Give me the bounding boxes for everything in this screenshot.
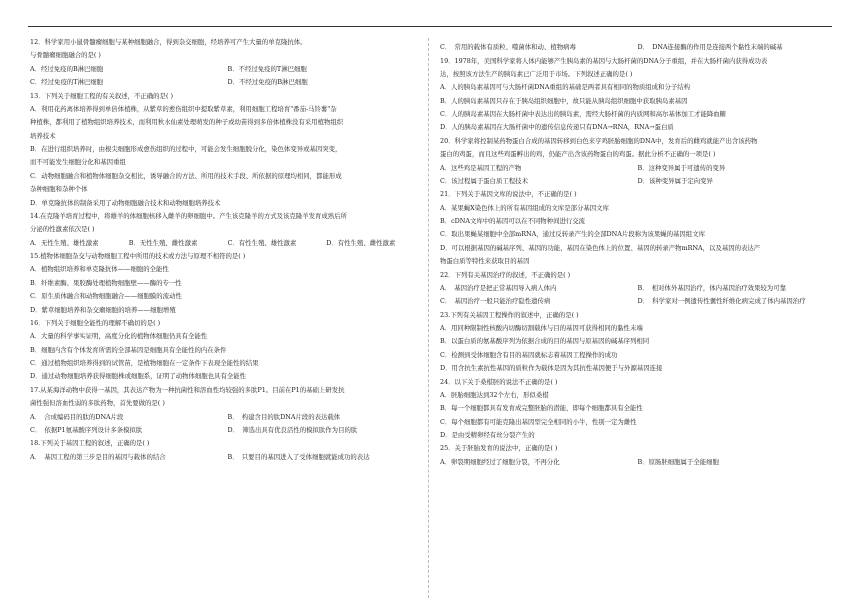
answer-option: B． 构建含目的肽DNA片段的表达载体 — [227, 412, 341, 421]
answer-options-row — [440, 164, 835, 172]
question-text-line: A．胚胎细胞达到32个左右，形似桑椹 — [440, 390, 549, 399]
answer-option: A．这些鸡是基因工程的产物 — [440, 163, 522, 172]
question-text-line: 与骨髓瘤细胞融合的是( ) — [30, 51, 101, 60]
answer-options-row — [30, 78, 425, 86]
answer-option: B．无性生殖、雌性激素 — [128, 238, 198, 247]
answer-option: C． 常用的载体有质粒、噬菌体和动、植物病毒 — [440, 43, 576, 52]
answer-option: D． 筛选出具有优良活性的模拟肽作为目的肽 — [227, 425, 358, 434]
question-text-line: B．每一个细胞都具有发育成完整胚胎的潜能，即每个细胞都具有全能性 — [440, 404, 643, 413]
answer-options-row — [440, 458, 835, 466]
question-text-line: C．人的胰岛素基因在大肠杆菌中表达出的胰岛素，需经大肠杆菌的内质网和高尔基体加工才能降血糖 — [440, 110, 727, 119]
question-text-line: C．动物细胞融合和植物体细胞杂交相比，诱导融合的方法、所用的技术手段、所依据的原理均相同，都能形成 — [30, 171, 342, 180]
answer-option: C． 依据P1氨基酸序列设计多条模拟肽 — [30, 425, 143, 434]
question-text-line: D．紫草细胞培养和杂交瘤细胞的培养——细胞增殖 — [30, 305, 176, 314]
answer-option: B． 相对体外基因治疗，体内基因治疗效果较为可靠 — [637, 283, 786, 292]
answer-option: C．经过免疫的T淋巴细胞 — [30, 78, 104, 87]
answer-options-row — [440, 297, 835, 305]
answer-option: D．有性生殖、雌性激素 — [326, 238, 396, 247]
question-text-line: C．通过植物组织培养得到的试管苗，是植物细胞在一定条件下表现全能性的结果 — [30, 359, 259, 367]
question-stem: 21．下列关于基因文库的说法中，不正确的是( ) — [440, 190, 577, 199]
question-text-line: B．以蛋白质的氨基酸序列为依据合成的目的基因与原基因的碱基序列相同 — [440, 337, 650, 346]
answer-option: A． 合成编码目的肽的DNA片段 — [30, 412, 124, 421]
answer-option: D． 科学家对一例遗传性囊性纤维化病完成了体内基因治疗 — [637, 297, 806, 306]
answer-option: C．有性生殖、雄性激素 — [227, 238, 297, 247]
question-text-line: D．用含抗生素抗性基因的质粒作为载体是因为其抗性基因便于与外源基因连接 — [440, 364, 663, 373]
answer-option: D．不经过免疫的B淋巴细胞 — [227, 78, 308, 87]
answer-option: B． 只要目的基因进入了受体细胞就能成功的表达 — [227, 452, 370, 461]
question-text-line: 蛋白的鸡蛋，而且这些鸡蛋孵出的鸡，仍能产出含该药物蛋白的鸡蛋。据此分析不正确的一项是( ) — [440, 150, 716, 159]
question-text-line: D．通过动物细胞培养获得细胞株或细胞系，证明了动物体细胞也具有全能性 — [30, 372, 247, 381]
answer-options-row — [30, 65, 425, 73]
question-text-line: B．在进行组织培养时，由根尖细胞形成愈伤组织的过程中，可能会发生细胞脱分化，染色体变异或基因突变， — [30, 145, 342, 153]
question-stem: 20．科学家将控制某药物蛋白合成的基因转移到白色来亨鸡胚胎细胞的DNA中，发育后的雌鸡就能产出含该药物 — [440, 136, 758, 145]
question-stem: 24．以下关于桑椹胚的说法不正确的是( ) — [440, 377, 558, 386]
question-text-line: 达，按照该方法生产的胰岛素已广泛用于市场。下列叙述正确的是( ) — [440, 69, 633, 78]
answer-option: A．卵裂期细胞经过了细胞分裂，不再分化 — [440, 457, 560, 466]
question-stem: 16．下列关于细胞全能性的理解不确切的是( ) — [30, 318, 161, 327]
answer-option: B．原肠胚细胞属于全能细胞 — [637, 457, 719, 466]
answer-options-row — [440, 284, 835, 292]
question-stem: 19．1978年，美国科学家将人体内能够产生胰岛素的基因与大肠杆菌的DNA分子重组，并在大肠杆菌内获得成功表 — [440, 56, 768, 65]
answer-options-row — [30, 413, 425, 421]
answer-options-row — [30, 239, 425, 247]
answer-option: A． 基因工程的第三步是目的基因与载体的结合 — [30, 452, 166, 461]
question-stem: 13．下列关于细胞工程的有关叙述，不正确的是( ) — [30, 91, 173, 100]
question-text-line: 杂种细胞和杂种个体 — [30, 185, 88, 194]
question-text-line: A．大量的科学事实证明，高度分化的植物体细胞仍具有全能性 — [30, 332, 208, 341]
question-stem: 22．下列有关基因治疗的叙述，不正确的是( ) — [440, 270, 571, 279]
question-stem: 18.下列关于基因工程的叙述，正确的是( ) — [30, 439, 150, 448]
answer-option: A．经过免疫的B淋巴细胞 — [30, 64, 104, 73]
answer-option: B．这种变异属于可遗传的变异 — [637, 163, 726, 172]
question-stem: 14.在克隆羊培育过程中，将雄羊的体细胞核移入雌羊的卵细胞中。产生该克隆羊的方式及该克隆羊发育成熟后所 — [30, 211, 347, 220]
question-stem: 12．科学家用小鼠骨髓瘤细胞与某种细胞融合，得到杂交细胞，经培养可产生大量的单克隆抗体。 — [30, 38, 307, 46]
answer-option: C．该过程属于蛋白质工程技术 — [440, 176, 528, 185]
question-text-line: D．人的胰岛素基因在大肠杆菌中的遗传信息传递只有DNA→RNA，RNA→蛋白质 — [440, 123, 674, 132]
question-text-line: 而不可能发生细胞分化和基因重组 — [30, 158, 126, 167]
answer-options-row — [30, 453, 425, 461]
column-divider — [428, 38, 429, 598]
question-text-line: A．用同种限制性核酸内切酶切割载体与目的基因可获得相同的黏性末端 — [440, 324, 643, 333]
answer-option: C． 基因治疗一般只能治疗隐性遗传病 — [440, 297, 551, 306]
question-text-line: A．人的胰岛素基因可与大肠杆菌DNA重组的基础是两者具有相同的物质组成和分子结构 — [440, 83, 691, 92]
question-text-line: B．人的胰岛素基因只存在于胰岛组织细胞中，故只能从胰岛组织细胞中获取胰岛素基因 — [440, 96, 688, 105]
question-text-line: C．每个细胞都有可能克隆出基因型完全相同的小牛，性别一定为雌性 — [440, 417, 637, 426]
question-text-line: A．植物组织培养和单克隆抗体——细胞的全能性 — [30, 265, 169, 274]
question-text-line: D．是由受精卵经有丝分裂产生的 — [440, 431, 535, 440]
answer-option: D．该种变异属于定向变异 — [637, 176, 713, 185]
question-column-left — [30, 38, 425, 461]
answer-option: D． DNA连接酶的作用是连接两个黏性末端的碱基 — [637, 43, 783, 52]
question-text-line: D．可以根据基因的碱基序列、基因的功能、基因在染色体上的位置、基因的转录产物mRNA，以及基因的表达产 — [440, 243, 761, 252]
question-stem: 25．关于胚胎发育的说法中，正确的是( ) — [440, 444, 558, 453]
question-text-line: B．细胞内含有个体发育所需的全部基因是细胞具有全能性的内在条件 — [30, 345, 227, 354]
question-stem: 15.植物体细胞杂交与动物细胞工程中所用的技术或方法与原理不相符的是( ) — [30, 252, 246, 260]
question-text-line: 物蛋白质等特性来获取目的基因 — [440, 257, 530, 266]
question-text-line: 培养技术 — [30, 131, 56, 140]
answer-option: A．无性生殖、雄性激素 — [30, 238, 99, 247]
answer-option: A． 基因治疗是把正常基因导入病人体内 — [440, 283, 557, 292]
question-text-line: C．取出果蝇某细胞中全部mRNA，通过反转录产生的全部DNA片段称为该果蝇的基因组文库 — [440, 230, 705, 239]
question-text-line: A．利用花药离体培养得到单倍体植株，从紫草的愈伤组织中提取紫草素，利用细胞工程培育"番茄-马铃薯"杂 — [30, 104, 337, 113]
answer-options-row — [440, 177, 835, 185]
question-text-line: 种植株，都利用了植物组织培养技术，而利用秋水仙素处理萌发的种子或幼苗得到多倍体植株没有采用植物组织 — [30, 118, 344, 127]
question-column-right — [440, 38, 835, 466]
answer-options-row — [30, 426, 425, 434]
question-stem: 23.下列有关基因工程操作的叙述中，正确的是( ) — [440, 310, 579, 319]
answer-options-row — [440, 43, 835, 51]
question-stem: 17.从某海洋动物中获得一基因，其表达产物为一种抗菌性和溶血性均较强的多肽P1。目前在P1的基础上研发抗 — [30, 385, 345, 394]
question-text-line: B．纤维素酶、果胶酶处理植物细胞壁——酶的专一性 — [30, 278, 182, 287]
question-text-line: D．单克隆抗体的制备采用了动物细胞融合技术和动物细胞培养技术 — [30, 198, 221, 207]
header-rule — [28, 26, 832, 27]
question-text-line: 分泌的性激素依次是( ) — [30, 225, 95, 234]
answer-option: B．不经过免疫的T淋巴细胞 — [227, 64, 307, 73]
question-text-line: C．原生质体融合和动物细胞融合——细胞膜的流动性 — [30, 292, 182, 301]
question-text-line: 菌性强但溶血性弱的多肽药物，首先要做的是( ) — [30, 399, 165, 408]
question-text-line: C．检测到受体细胞含有目的基因就标志着基因工程操作的成功 — [440, 350, 618, 359]
question-text-line: A．某果蝇X染色体上的所有基因组成的文库是部分基因文库 — [440, 203, 609, 212]
question-text-line: B．cDNA文库中的基因可以在不同物种间进行交流 — [440, 217, 586, 226]
